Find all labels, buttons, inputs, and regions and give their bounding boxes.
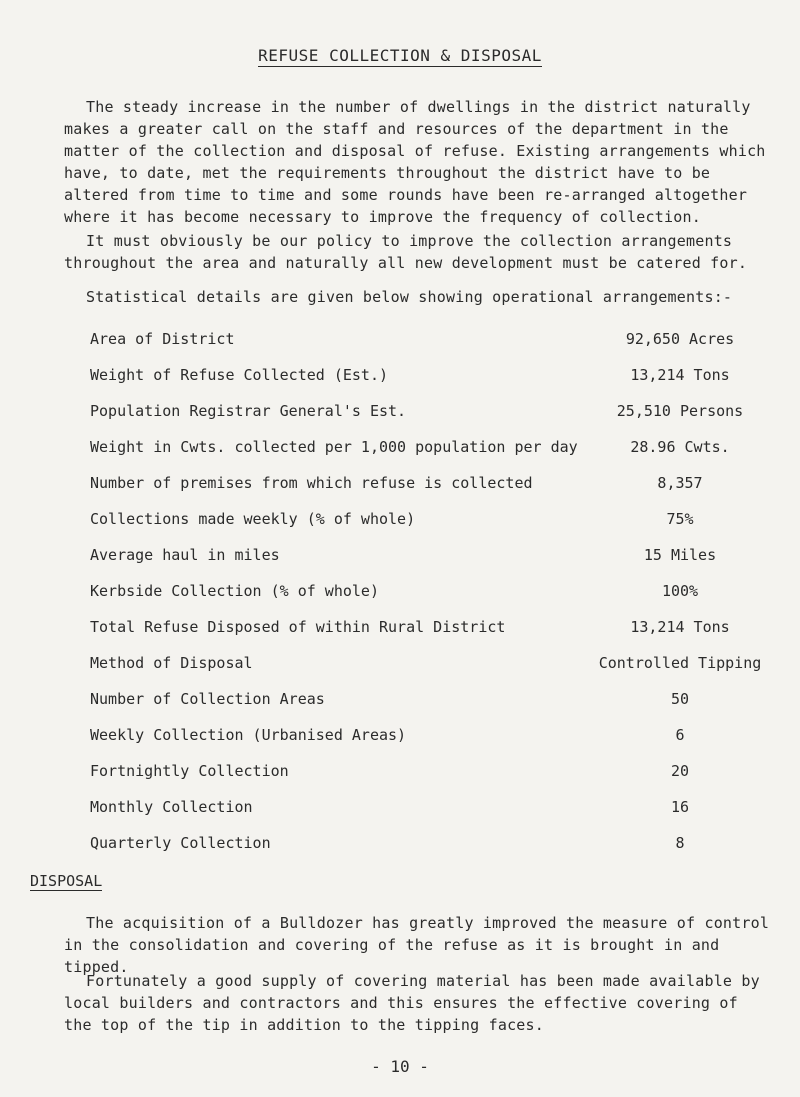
stat-label: Quarterly Collection [90,834,271,852]
stat-row [0,546,800,568]
stat-label: Weekly Collection (Urbanised Areas) [90,726,407,744]
stat-label: Fortnightly Collection [90,762,289,780]
stat-row [0,582,800,604]
stat-row [0,690,800,712]
stat-label: Weight of Refuse Collected (Est.) [90,366,389,384]
disposal-heading: DISPOSAL [30,872,103,890]
policy-paragraph: It must obviously be our policy to improve the collection arrangements throughout the area and naturally all new development must be catered for. [64,232,748,272]
stat-value: 15 Miles [643,546,717,564]
stat-row [0,366,800,388]
stat-value: 13,214 Tons [630,618,730,636]
stat-value: 100% [661,582,699,600]
stat-row [0,762,800,784]
stat-label: Population Registrar General's Est. [90,402,407,420]
stat-label: Monthly Collection [90,798,253,816]
stat-row [0,438,800,460]
stat-row [0,330,800,352]
stat-value: 75% [666,510,694,528]
stat-label: Average haul in miles [90,546,280,564]
stat-label: Area of District [90,330,235,348]
stat-label: Total Refuse Disposed of within Rural District [90,618,506,636]
stat-row [0,510,800,532]
intro-paragraph: The steady increase in the number of dwellings in the district naturally makes a greater call on the staff and resources of the department in the matter of the collection and disposal of refuse. Existing arrangements which have, to date, met the requirements throughout the district have to be altered from time to time and some rounds have been re-arranged altogether where it has become necessary to improve the frequency of collection. [64,98,766,226]
disposal-paragraph: Fortunately a good supply of covering material has been made available by local builders and contractors and this ensures the effective covering of the top of the tip in addition to the tipping faces. [64,972,760,1034]
stat-row [0,618,800,640]
stat-row [0,654,800,676]
stat-value: 13,214 Tons [630,366,730,384]
stat-value: 92,650 Acres [625,330,735,348]
stat-label: Method of Disposal [90,654,253,672]
stat-value: Controlled Tipping [598,654,762,672]
stat-value: 20 [670,762,690,780]
page-title: REFUSE COLLECTION & DISPOSAL [258,46,542,65]
stat-label: Number of premises from which refuse is collected [90,474,533,492]
stat-row [0,726,800,748]
stat-value: 25,510 Persons [616,402,744,420]
stat-row [0,402,800,424]
disposal-paragraph: The acquisition of a Bulldozer has greatly improved the measure of control in the consolidation and covering of the refuse as it is brought in and tipped. [64,914,770,976]
stat-label: Kerbside Collection (% of whole) [90,582,379,600]
stat-row [0,834,800,856]
stat-value: 16 [670,798,690,816]
stat-value: 8,357 [657,474,703,492]
stat-label: Weight in Cwts. collected per 1,000 population per day [90,438,578,456]
stat-value: 50 [670,690,690,708]
page-number: - 10 - [371,1057,429,1076]
stats-intro: Statistical details are given below showing operational arrangements:- [86,288,733,306]
stat-row [0,798,800,820]
stat-value: 6 [675,726,685,744]
stat-row [0,474,800,496]
stat-value: 8 [675,834,685,852]
stat-value: 28.96 Cwts. [630,438,730,456]
stat-label: Number of Collection Areas [90,690,325,708]
stat-label: Collections made weekly (% of whole) [90,510,416,528]
